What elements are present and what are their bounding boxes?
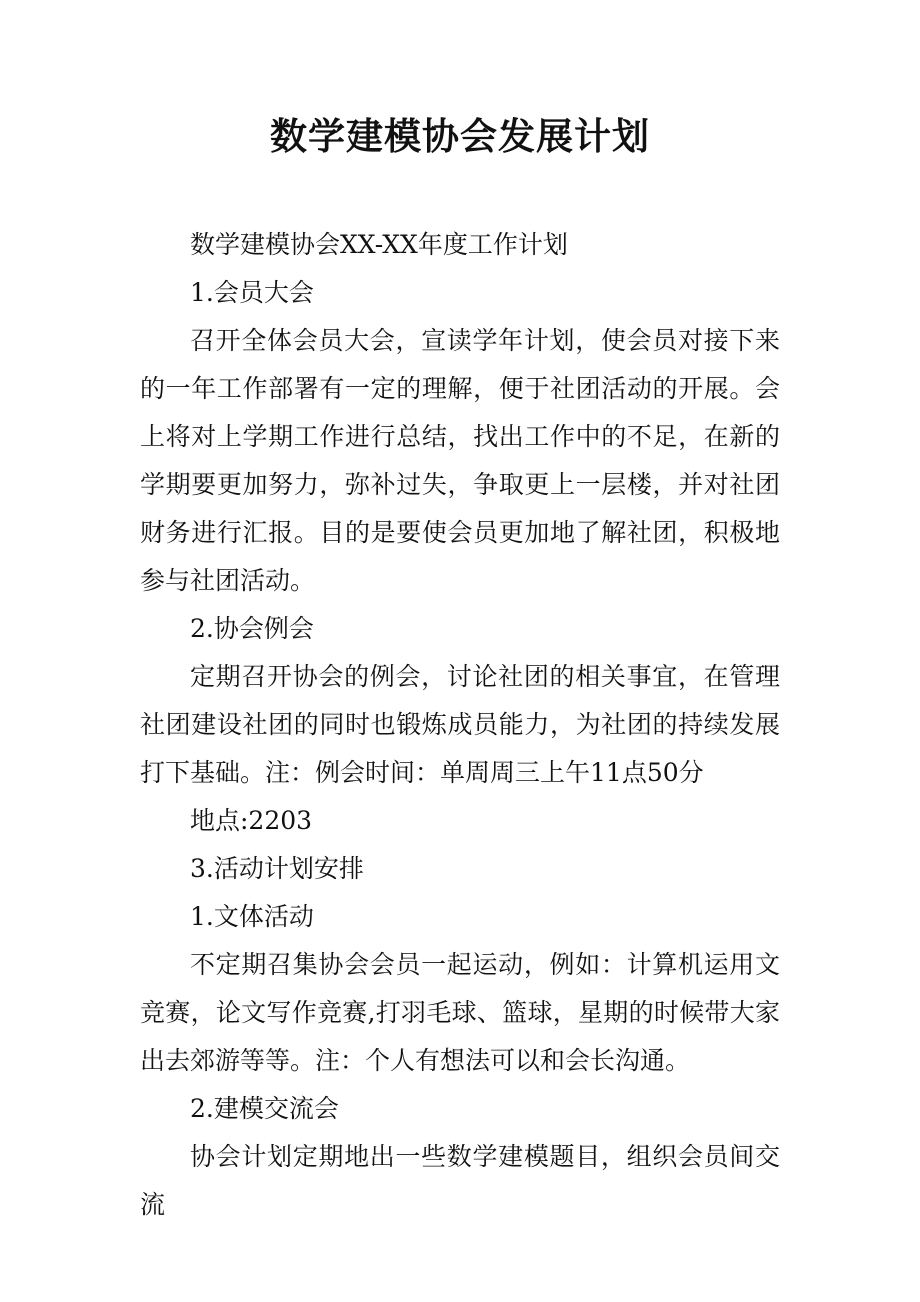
paragraph-modeling-exchange: 协会计划定期地出一些数学建模题目，组织会员间交流 xyxy=(140,1142,780,1219)
meeting-location: 地点:2203 xyxy=(190,806,313,835)
plan-subtitle: 数学建模协会XX-XX年度工作计划 xyxy=(190,230,568,259)
document-body xyxy=(140,221,780,1229)
paragraph-sports: 不定期召集协会会员一起运动，例如：计算机运用文竞赛，论文写作竞赛,打羽毛球、篮球，星期的时候带大家出去郊游等等。注：个人有想法可以和会长沟通。 xyxy=(140,950,780,1075)
document-title: 数学建模协会发展计划 xyxy=(270,114,650,158)
section-heading-activity-plan: 3.活动计划安排 xyxy=(190,854,364,883)
paragraph-members-meeting: 召开全体会员大会，宣读学年计划，使会员对接下来的一年工作部署有一定的理解，便于社团活动的开展。会上将对上学期工作进行总结，找出工作中的不足，在新的学期要更加努力，弥补过失，争取更上一层楼，并对社团财务进行汇报。目的是要使会员更加地了解社团，积极地参与社团活动。 xyxy=(140,326,780,595)
section-heading-members-meeting: 1.会员大会 xyxy=(190,278,314,307)
subsection-heading-sports: 1.文体活动 xyxy=(190,902,314,931)
subsection-heading-modeling-exchange: 2.建模交流会 xyxy=(190,1094,339,1123)
section-heading-regular-meeting: 2.协会例会 xyxy=(190,614,314,643)
paragraph-regular-meeting: 定期召开协会的例会，讨论社团的相关事宜，在管理社团建设社团的同时也锻炼成员能力，为社团的持续发展打下基础。注：例会时间：单周周三上午11点50分 xyxy=(140,662,780,787)
